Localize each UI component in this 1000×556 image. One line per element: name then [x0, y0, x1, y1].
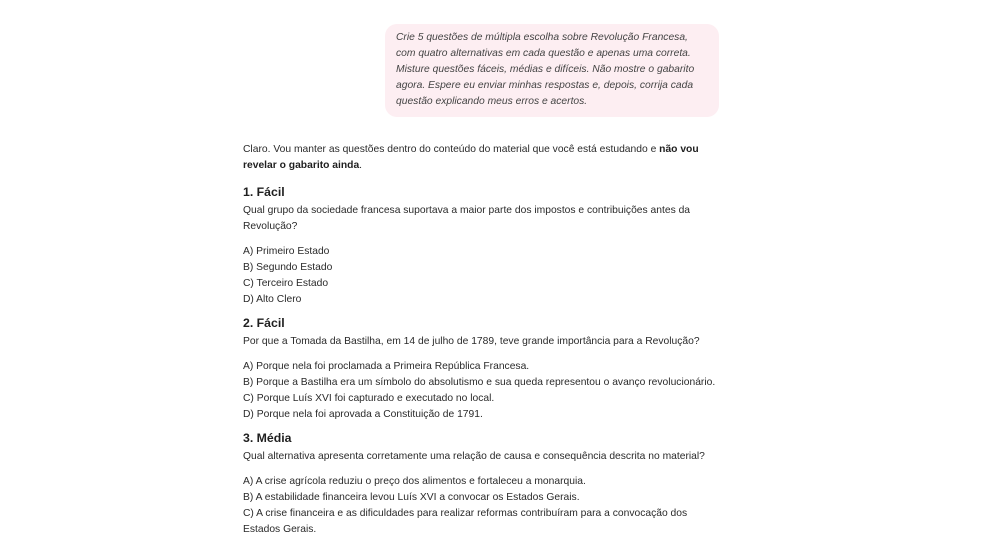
question-heading: 2. Fácil	[243, 316, 285, 330]
question-block	[243, 314, 723, 423]
question-text: Qual grupo da sociedade francesa suportava a maior parte dos impostos e contribuições antes da Revolução?	[243, 205, 691, 232]
option-item: D) Alto Clero	[243, 294, 302, 305]
question-block	[243, 183, 723, 308]
option-item: A) Porque nela foi proclamada a Primeira República Francesa.	[243, 361, 530, 372]
option-item: A) Primeiro Estado	[243, 246, 330, 257]
option-item: B) A estabilidade financeira levou Luís XVI a convocar os Estados Gerais.	[243, 492, 580, 503]
question-text: Por que a Tomada da Bastilha, em 14 de julho de 1789, teve grande importância para a Revolução?	[243, 336, 700, 347]
reply-intro-text: Claro. Vou manter as questões dentro do conteúdo do material que você está estudando e	[243, 144, 660, 155]
option-item: B) Porque a Bastilha era um símbolo do absolutismo e sua queda representou o avanço revolucionário.	[243, 377, 716, 388]
assistant-reply	[243, 142, 723, 544]
option-item: C) Porque Luís XVI foi capturado e executado no local.	[243, 393, 495, 404]
question-heading: 1. Fácil	[243, 185, 285, 199]
question-block	[243, 429, 723, 538]
question-heading: 3. Média	[243, 431, 292, 445]
option-list	[243, 359, 723, 423]
option-item: C) A crise financeira e as dificuldades para realizar reformas contribuíram para a convocação dos Estados Gerais.	[243, 508, 688, 535]
reply-intro-bold: não vou revelar o gabarito ainda	[243, 144, 699, 171]
user-message-bubble	[385, 24, 719, 117]
option-item: C) Terceiro Estado	[243, 278, 329, 289]
option-list	[243, 474, 723, 538]
question-text: Qual alternativa apresenta corretamente uma relação de causa e consequência descrita no material?	[243, 451, 705, 462]
option-item: B) Segundo Estado	[243, 262, 333, 273]
option-item: D) Porque nela foi aprovada a Constituição de 1791.	[243, 409, 483, 420]
user-message-text: Crie 5 questões de múltipla escolha sobre Revolução Francesa, com quatro alternativas em cada questão e apenas uma correta. Misture questões fáceis, médias e difíceis. Não mostre o gabarito agora. Espere eu enviar minhas respostas e, depois, corrija cada questão explicando meus erros e acertos.	[396, 32, 695, 107]
reply-intro	[243, 142, 723, 174]
reply-intro-end: .	[359, 160, 363, 171]
option-list	[243, 244, 723, 308]
option-item: A) A crise agrícola reduziu o preço dos alimentos e fortaleceu a monarquia.	[243, 476, 586, 487]
